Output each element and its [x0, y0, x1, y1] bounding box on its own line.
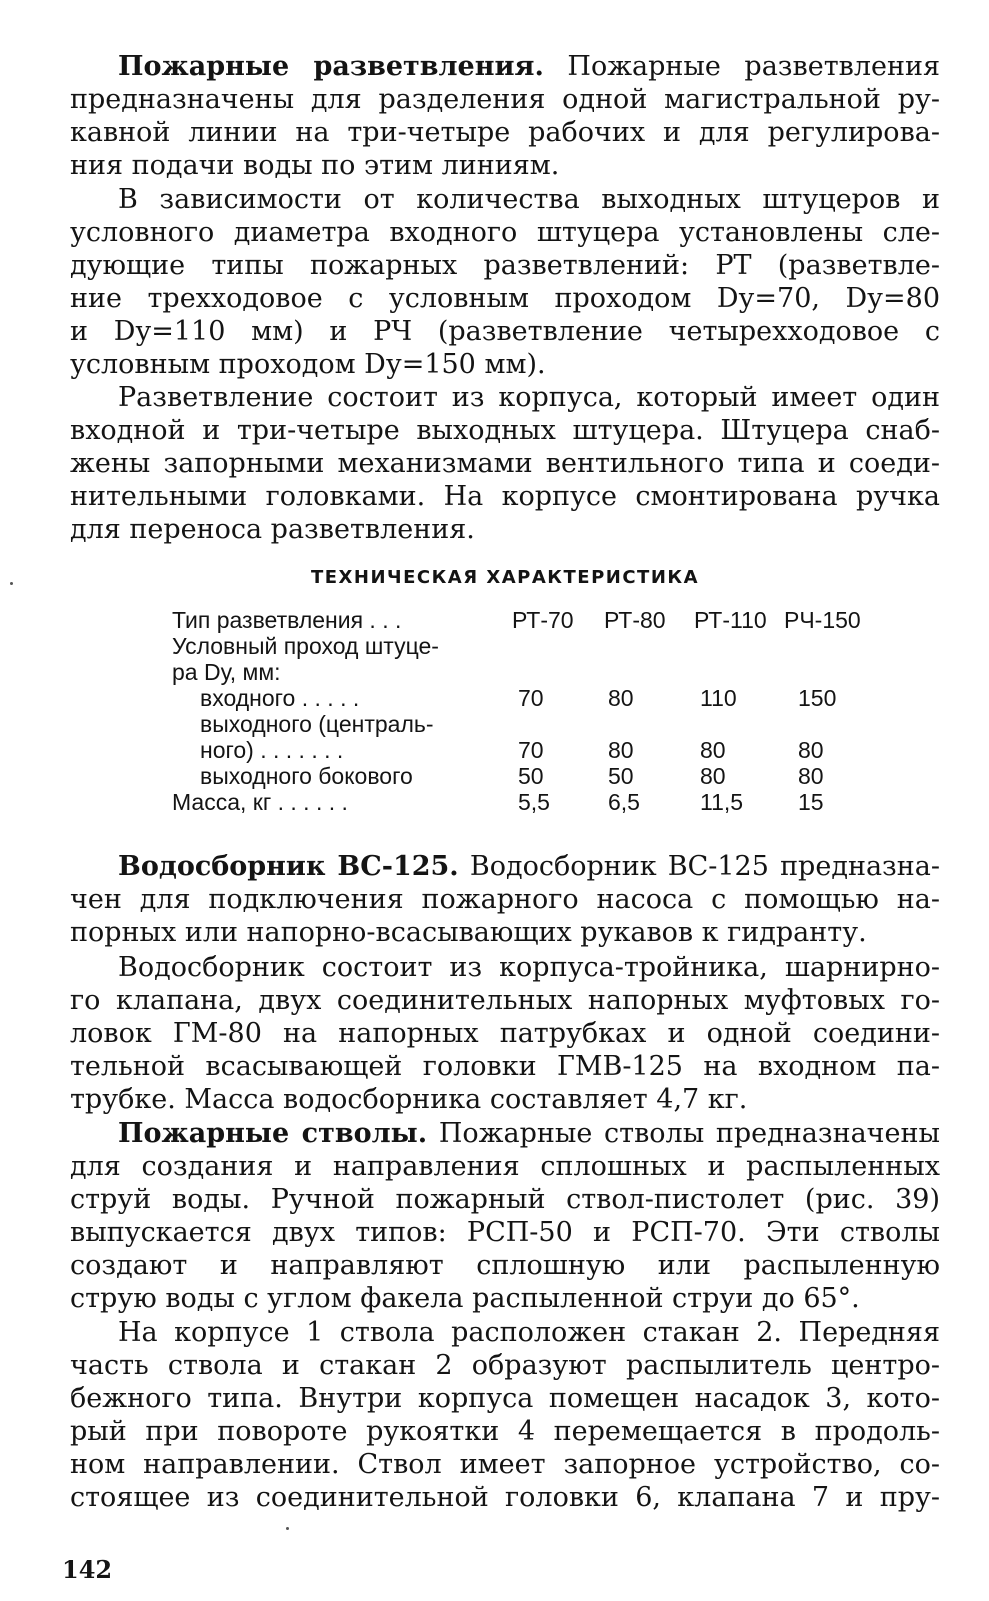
paragraph-collector-intro — [70, 850, 940, 949]
text-line: ном направлении. Ствол имеет запорное устройство, со- — [70, 1449, 940, 1480]
text-line: ловок ГМ-80 на напорных патрубках и одной соедини- — [70, 1018, 940, 1049]
text-line: Пожарные разветвления. Пожарные разветвления — [118, 51, 941, 82]
spec-row-label — [172, 659, 872, 685]
spec-row-inlet — [172, 685, 872, 711]
paragraph-branch-types — [70, 183, 940, 381]
spec-table — [172, 607, 872, 815]
text-line: струю воды с углом факела распыленной струи до 65°. — [70, 1283, 860, 1314]
section-lead-collector: Водосборник ВС-125. — [118, 851, 459, 882]
paragraph-nozzle-construction — [70, 1316, 940, 1514]
spec-label: Тип разветвления . . . — [172, 607, 402, 633]
text-line: кавной линии на три-четыре рабочих и для регулирова- — [70, 117, 940, 148]
spec-value: 80 — [608, 737, 634, 763]
text-line: создают и направляют сплошную или распыленную — [70, 1250, 940, 1281]
spec-label: ра Dу, мм: — [172, 659, 281, 685]
text-line: и Dу=110 мм) и РЧ (разветвление четырехходовое с — [70, 316, 940, 347]
page-number: 142 — [62, 1555, 113, 1584]
text-line: рый при повороте рукоятки 4 перемещается в продоль- — [70, 1416, 940, 1447]
print-speck — [286, 1527, 289, 1530]
text-line: чен для подключения пожарного насоса с помощью на- — [70, 884, 940, 915]
text-line: условного диаметра входного штуцера установлены сле- — [70, 217, 940, 248]
spec-value: 80 — [798, 737, 824, 763]
spec-value: 50 — [518, 763, 544, 789]
spec-value: 70 — [518, 685, 544, 711]
spec-label: Условный проход штуце- — [172, 633, 439, 659]
spec-label: Масса, кг . . . . . . — [172, 789, 348, 815]
spec-label: входного . . . . . — [200, 685, 360, 711]
text-line: тельной всасывающей головки ГМВ-125 на входном па- — [70, 1051, 940, 1082]
text-line: часть ствола и стакан 2 образуют распылитель центро- — [70, 1350, 940, 1381]
section-lead-branches: Пожарные разветвления. — [118, 51, 544, 82]
spec-row-label — [172, 633, 872, 659]
paragraph-collector-construction — [70, 951, 940, 1116]
text-line: На корпусе 1 ствола расположен стакан 2. Передняя — [118, 1317, 940, 1348]
text-line: Пожарные стволы. Пожарные стволы предназначены — [118, 1118, 940, 1149]
spec-label: выходного (централь- — [200, 711, 434, 737]
text-line: Водосборник ВС-125. Водосборник ВС-125 предназна- — [118, 851, 940, 882]
text-line: ние трехходовое с условным проходом Dу=70, Dу=80 — [70, 283, 940, 314]
spec-value: 50 — [608, 763, 634, 789]
text-line: В зависимости от количества выходных штуцеров и — [118, 184, 940, 215]
text-line: Водосборник состоит из корпуса-тройника, шарнирно- — [118, 952, 940, 983]
text-line: условным проходом Dу=150 мм). — [70, 349, 546, 380]
section-lead-nozzles: Пожарные стволы. — [118, 1118, 428, 1149]
spec-row-outlet-side — [172, 763, 872, 789]
text-line: бежного типа. Внутри корпуса помещен насадок 3, кото- — [70, 1383, 940, 1414]
spec-value: 80 — [700, 763, 726, 789]
spec-value: 80 — [798, 763, 824, 789]
spec-type-cell: РТ-70 — [512, 607, 574, 633]
text-line: ния подачи воды по этим линиям. — [70, 150, 560, 181]
spec-row-label — [172, 711, 872, 737]
text-line: жены запорными механизмами вентильного типа и соеди- — [70, 448, 940, 479]
spec-label: выходного бокового — [200, 763, 413, 789]
paragraph-branch-construction — [70, 381, 940, 546]
text-line: выпускается двух типов: РСП-50 и РСП-70. Эти стволы — [70, 1217, 940, 1248]
spec-value: 80 — [700, 737, 726, 763]
spec-value: 70 — [518, 737, 544, 763]
spec-row-type — [172, 607, 872, 633]
print-speck — [10, 582, 13, 585]
spec-heading: ТЕХНИЧЕСКАЯ ХАРАКТЕРИСТИКА — [310, 567, 700, 588]
spec-label: ного) . . . . . . . — [200, 737, 344, 763]
spec-row-mass — [172, 789, 872, 815]
text-line: стоящее из соединительной головки 6, клапана 7 и пру- — [70, 1482, 940, 1513]
spec-value: 80 — [608, 685, 634, 711]
text-line: Разветвление состоит из корпуса, который имеет один — [118, 382, 940, 413]
spec-type-cell: РТ-80 — [604, 607, 666, 633]
spec-value: 150 — [798, 685, 837, 711]
text-line: нительными головками. На корпусе смонтирована ручка — [70, 481, 940, 512]
text-line: для переноса разветвления. — [70, 514, 475, 545]
text-line: предназначены для разделения одной магистральной ру- — [70, 84, 940, 115]
text-line: дующие типы пожарных разветвлений: РТ (разветвле- — [70, 250, 940, 281]
spec-row-outlet-central — [172, 737, 872, 763]
paragraph-branches-intro — [70, 50, 940, 182]
text-line: трубке. Масса водосборника составляет 4,7 кг. — [70, 1084, 748, 1115]
spec-value: 6,5 — [608, 789, 640, 815]
spec-value: 110 — [700, 685, 737, 711]
text-line: струй воды. Ручной пожарный ствол-пистолет (рис. 39) — [70, 1184, 940, 1215]
paragraph-nozzles-intro — [70, 1117, 940, 1315]
spec-type-cell: РЧ-150 — [784, 607, 861, 633]
text-line: го клапана, двух соединительных напорных муфтовых го- — [70, 985, 940, 1016]
spec-value: 15 — [798, 789, 824, 815]
spec-type-cell: РТ-110 — [694, 607, 767, 633]
text-line: порных или напорно-всасывающих рукавов к гидранту. — [70, 917, 867, 948]
text-line: для создания и направления сплошных и распыленных — [70, 1151, 940, 1182]
spec-value: 5,5 — [518, 789, 550, 815]
text-line: входной и три-четыре выходных штуцера. Штуцера снаб- — [70, 415, 940, 446]
spec-value: 11,5 — [700, 789, 744, 815]
